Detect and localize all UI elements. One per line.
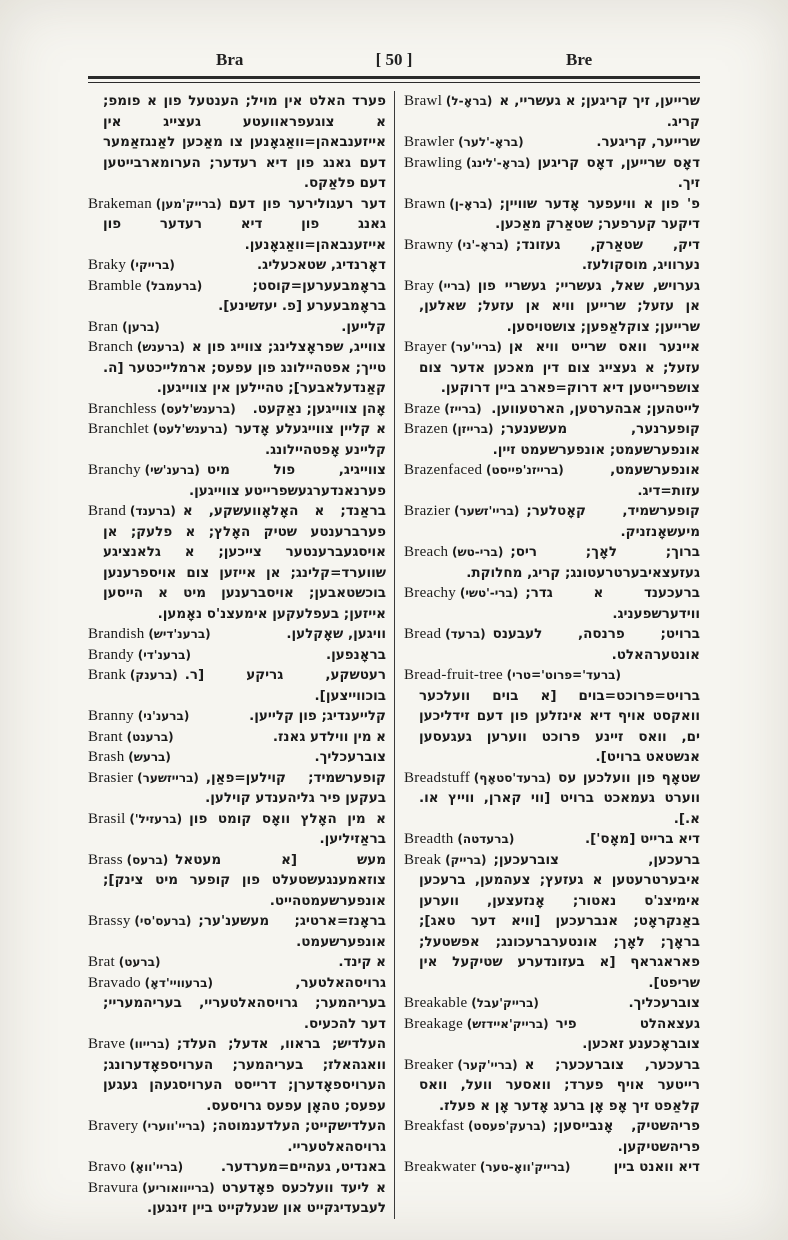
dictionary-entry [404, 665, 700, 768]
entry-headword [88, 727, 181, 748]
entry-headword [404, 850, 494, 871]
entry-pronunciation: (ברייקי) [129, 258, 175, 272]
entry-definition: אָהן צווייגען; נאַקעט. [252, 400, 386, 417]
dictionary-entry [88, 952, 386, 973]
dictionary-entry [404, 583, 700, 624]
entry-headword [404, 276, 478, 297]
dictionary-entry [88, 809, 386, 850]
entry-definition: דער רעגולירער פון דעם גאנג פון דיא רעדער פון אייזענבאהן=וואַגאָנען. [103, 195, 386, 253]
entry-headword-english: Brawling [404, 154, 463, 171]
entry-pronunciation: (ברענט) [126, 729, 174, 744]
entry-headword-english: Brand [88, 503, 127, 519]
entry-headword-english: Bravery [88, 1118, 139, 1134]
entry-headword [404, 993, 546, 1014]
entry-headword [88, 194, 229, 215]
dictionary-entry [404, 235, 700, 276]
entry-headword [404, 583, 525, 604]
entry-headword [88, 460, 207, 481]
dictionary-entry [404, 194, 700, 235]
entry-headword-english: Brave [88, 1036, 126, 1052]
entry-pronunciation: (בראָ-ל) [445, 94, 493, 108]
entry-definition: בראָנפען. [326, 646, 386, 663]
entry-definition: פערד האלט אין מויל; הענטעל פון א פומפ; א צוגעפראוועטע געצייג אין אייזענבאהן=וואַגאָנען צו מאַכען לאַנגזאַמער דעם גאנג פון דיא רעדער; הערומארבייטען דעם פלאַקס. [103, 93, 386, 191]
entry-definition: שרייער, קריגער. [596, 134, 700, 150]
entry-pronunciation: (ברענ'דיש) [148, 627, 211, 641]
entry-headword-english: Breaker [404, 1056, 454, 1073]
entry-pronunciation: (בראָ-ן) [449, 196, 493, 211]
entry-pronunciation: (ברעוויי'דאָ) [144, 975, 213, 990]
entry-headword [404, 235, 516, 256]
text-columns [88, 91, 700, 1219]
entry-headword-english: Breakable [404, 995, 468, 1011]
entry-headword-english: Bran [88, 318, 119, 335]
guide-word-left: Bra [216, 50, 244, 69]
dictionary-entry [404, 1014, 700, 1055]
entry-headword-english: Bread-fruit-tree [404, 667, 503, 683]
entry-pronunciation: (ברייוו) [129, 1037, 170, 1051]
entry-headword [404, 1014, 556, 1035]
entry-pronunciation: (בריי'ער) [450, 340, 502, 354]
entry-headword [88, 850, 175, 871]
header-rule [88, 76, 700, 83]
entry-definition: קופערשמיד, קאָטלער; מיעשאָנזניק. [526, 503, 700, 540]
entry-definition: העלדישקייט; העלדענמוטה; גרויסהאלטעריי. [212, 1118, 386, 1155]
entry-definition: דיא ברייט [מאָס']. [585, 831, 700, 847]
entry-definition: פ' פון א וויעפער אָדער שוויין; דיקער קערפער; שטאַרק מאַכען. [495, 195, 700, 232]
entry-definition: ברויט=פרוכט=בוים [א בוים וועלכער וואקסט אויף דיא אינזלען פון דעם זידליכען ים, וואס זיינע פרוכט ווערען געגעסען אנשטאט ברויט]. [419, 687, 700, 765]
entry-pronunciation: (ברעמבל) [145, 278, 203, 293]
entry-headword [404, 419, 501, 440]
entry-headword [88, 1116, 212, 1137]
entry-headword [404, 1116, 553, 1137]
entry-definition: העלדיש; בראוו, אדעל; העלד; וואגהאלז; בעריהמער; הערויספאָדערונג; הערויספאָדערן; דרייסט הערויסגעהן געגען עפעס; טהאָן עפעס גרויסעס. [103, 1036, 386, 1114]
entry-headword [404, 399, 489, 420]
entry-headword-english: Brazier [404, 503, 451, 519]
entry-pronunciation: (ברייק'וואָ-טער) [479, 1160, 571, 1174]
entry-headword [88, 809, 189, 830]
dictionary-entry [404, 542, 700, 583]
entry-headword [88, 317, 167, 338]
entry-pronunciation: (ברייזן) [452, 422, 494, 436]
entry-headword [88, 747, 178, 768]
entry-definition: שטאָף פון וועלכען עס ווערט געמאכט ברויט [ווי קארן, ווייץ או. א.]. [419, 769, 700, 827]
entry-headword-english: Bravado [88, 974, 141, 991]
entry-definition: איינער וואס שרייט וויא אן עזעל; א געצייג צום דין מאכען אדער צום צושפרייטען דיא דרוק=פארב ביין דרוקען. [419, 339, 700, 396]
entry-headword-english: Bray [404, 277, 435, 294]
entry-pronunciation: (ברעק'פעסט) [467, 1119, 547, 1133]
entry-pronunciation: (ברעש) [128, 750, 171, 764]
dictionary-entry [404, 399, 700, 420]
entry-pronunciation: (ברייזשער) [137, 770, 199, 785]
entry-definition: א קליין צווייגעלע אָדער קליינע אָפטהיילונג. [234, 421, 386, 458]
entry-headword [404, 194, 500, 215]
entry-definition: גערויש, שאל, געשריי; געשריי פון אן עזעל; שרייען וויא אן עזעל; שאלען, שרייען; צוקלאַפען; צושטויסען. [419, 277, 700, 335]
entry-definition: א ליעד וועלכעס פאָדערט לעבעדיגקייט און שנעלקייט ביין זינגען. [147, 1179, 386, 1216]
entry-pronunciation: (ברעזיל') [129, 811, 183, 826]
dictionary-entry [404, 1116, 700, 1157]
entry-pronunciation: (בריי'קער) [457, 1057, 518, 1072]
dictionary-entry [88, 624, 386, 645]
entry-pronunciation: (בריי'וואָ) [129, 1160, 184, 1174]
entry-pronunciation: (ברעד) [445, 627, 486, 641]
entry-headword-english: Brash [88, 749, 125, 765]
entry-pronunciation: (ברענש'לעט) [152, 422, 228, 436]
entry-headword-english: Breakage [404, 1015, 464, 1032]
dictionary-entry [404, 91, 700, 132]
entry-headword [404, 153, 537, 174]
entry-headword [88, 501, 183, 522]
dictionary-entry [88, 91, 386, 194]
entry-definition: א מין ווילדע גאנז. [272, 728, 386, 745]
entry-definition: ברעכענד א גדר; ווידערשפעניג. [525, 585, 700, 622]
entry-headword-english: Breakfast [404, 1118, 465, 1134]
entry-pronunciation: (בריי'זשער) [454, 504, 520, 518]
entry-pronunciation: (ברייוואוריע) [142, 1180, 215, 1195]
dictionary-entry [404, 1055, 700, 1117]
entry-pronunciation: (ברעס'סי) [134, 914, 192, 928]
entry-definition: פריהשטיק, אָנבייסען; פריהשטיקען. [553, 1118, 700, 1155]
entry-pronunciation: (ברי-טש) [452, 545, 504, 559]
dictionary-entry [88, 747, 386, 768]
entry-pronunciation: (בראָ-'לער) [458, 135, 524, 149]
entry-pronunciation: (ברי-'טשי) [459, 586, 519, 600]
entry-definition: צווייגיג, פול מיט פערנאנדערגעשפרייטע צווייגען. [188, 462, 386, 499]
entry-headword-english: Brant [88, 728, 123, 745]
entry-headword [88, 399, 243, 420]
entry-headword [88, 1034, 177, 1055]
dictionary-entry [88, 706, 386, 727]
entry-pronunciation: (ברייק'מען) [155, 196, 222, 211]
entry-definition: קלייענדיג; פון קלייען. [249, 708, 386, 724]
entry-definition: דיק, שטאַרק, געזונד; נערוויג, מוסקולעז. [515, 236, 700, 273]
entry-headword-english: Brat [88, 954, 116, 970]
entry-definition: ברעכער, צוברעכער; א רייטער אויף פערד; וואסער וועל, וואס קלאַפט זיך אָפ אָן ברעג אָדער אָן א פעלז. [419, 1056, 700, 1114]
entry-headword [88, 624, 218, 645]
dictionary-entry [404, 829, 700, 850]
dictionary-entry [404, 419, 700, 460]
dictionary-entry [404, 993, 700, 1014]
dictionary-entry [404, 1157, 700, 1178]
entry-headword-english: Brawn [404, 195, 446, 212]
page-number: [ 50 ] [375, 50, 413, 69]
entry-pronunciation: (ברענק) [129, 668, 178, 682]
entry-pronunciation: (ברייזנ'פייסט) [486, 463, 564, 477]
entry-headword-english: Breach [404, 544, 449, 560]
entry-definition: א קינד. [338, 954, 386, 970]
entry-definition: ברויט; פרנסה, לעבענס אונטערהאלט. [492, 626, 700, 663]
entry-pronunciation: (ברענ'די) [137, 647, 191, 662]
entry-pronunciation: (ברייק'איידזש) [466, 1016, 549, 1031]
dictionary-entry [88, 850, 386, 912]
dictionary-entry [88, 768, 386, 809]
dictionary-entry [88, 727, 386, 748]
entry-definition: בראַנד; א האָלאָוועשקע, א פערברענטע שטיק האָלץ; א פלעק; אן אויסגעברענטער צייכען; א גלאנציגע שווערד=קלינג; אן אייזען צום אויספרענען בוכשטאבען; אויסברענען מיט א הייסען אייזען; בעפלעקען אימעצנ'ס נאָמען. [103, 503, 386, 622]
entry-headword-english: Branny [88, 708, 134, 724]
entry-headword-english: Breakwater [404, 1159, 477, 1175]
entry-headword [404, 1157, 577, 1178]
entry-headword-english: Braky [88, 257, 127, 273]
entry-definition: צוברעכליך. [628, 995, 700, 1011]
entry-headword [88, 337, 192, 358]
entry-definition: דיא וואנט ביין [613, 1159, 700, 1175]
entry-pronunciation: (ברענ'שי) [144, 463, 200, 477]
entry-headword-english: Branchlet [88, 421, 150, 437]
dictionary-entry [88, 1034, 386, 1116]
entry-pronunciation: (ברעדטה) [457, 832, 515, 846]
dictionary-entry [404, 153, 700, 194]
entry-headword-english: Brassy [88, 913, 131, 929]
entry-headword-english: Brasil [88, 810, 126, 827]
entry-definition: קופערשמיד; קוילען=פאַן, בעקען פיר גליהענדע קוילען. [205, 769, 386, 806]
entry-headword-english: Brass [88, 851, 123, 868]
entry-definition: בראָנז=ארטיג; מעשענ'ער; אונפערשעמט. [198, 913, 386, 950]
dictionary-entry [88, 276, 386, 317]
entry-headword [88, 952, 167, 973]
entry-pronunciation: (ברעד'=פרוט'=טרי) [506, 668, 621, 682]
entry-headword [404, 91, 499, 112]
entry-headword-english: Branchless [88, 400, 157, 417]
entry-definition: א מין האָלץ וואָס קומט פון בראַזיליען. [189, 810, 386, 847]
entry-headword-english: Bravo [88, 1159, 127, 1175]
entry-headword-english: Brawny [404, 236, 454, 253]
entry-headword-english: Breadth [404, 831, 454, 847]
entry-headword [404, 501, 526, 522]
dictionary-entry [88, 1178, 386, 1219]
dictionary-entry [88, 194, 386, 256]
dictionary-entry [88, 337, 386, 399]
entry-definition: וויגען, שאָקלען. [286, 626, 386, 642]
entry-headword-english: Brazenfaced [404, 462, 483, 478]
entry-pronunciation: (ברענש) [136, 340, 185, 354]
dictionary-entry [88, 1116, 386, 1157]
entry-pronunciation: (בריי) [438, 278, 471, 293]
entry-pronunciation: (ברען) [122, 319, 160, 334]
entry-headword [404, 624, 493, 645]
entry-headword [404, 542, 510, 563]
dictionary-entry [88, 665, 386, 706]
entry-pronunciation: (ברענד) [129, 504, 176, 518]
entry-headword [88, 419, 235, 440]
dictionary-entry [88, 399, 386, 420]
entry-headword [88, 276, 209, 297]
entry-headword [404, 768, 558, 789]
entry-definition: דאָרנדיג, שטאכעליג. [257, 257, 386, 273]
entry-headword [88, 973, 220, 994]
dictionary-entry [404, 276, 700, 338]
entry-definition: קופערנער, מעשענער; אונפערשעמט; אונפערשעמט זיין. [492, 421, 700, 458]
entry-pronunciation: (ברייז) [444, 401, 482, 416]
entry-headword [88, 665, 185, 686]
entry-headword [88, 768, 206, 789]
entry-headword-english: Breachy [404, 585, 457, 601]
entry-definition: גרויסהאלטער, בעריהמער; גרויסהאלטעריי, בעריהמעריי; דער להכעיס. [103, 974, 386, 1032]
dictionary-entry [88, 501, 386, 624]
right-column [395, 91, 700, 1219]
entry-headword-english: Brakeman [88, 195, 153, 212]
entry-pronunciation: (ברענש'לעס) [160, 401, 236, 416]
entry-headword-english: Bravura [88, 1179, 139, 1196]
entry-headword [404, 132, 531, 153]
entry-definition: שרייען, זיך קריגען; א געשריי, א קריג. [499, 93, 700, 130]
entry-headword [88, 706, 196, 727]
entry-pronunciation: (בראָ-'ני) [457, 237, 509, 252]
entry-headword-english: Bread [404, 626, 442, 642]
entry-headword-english: Bramble [88, 277, 142, 294]
entry-definition: ברוך; לאָך; ריס; געזעצאיבערטרעטונג; קריג, מחלוקת. [466, 544, 700, 581]
entry-pronunciation: (ברעד'סטאָף) [473, 770, 552, 785]
guide-word-right: Bre [566, 50, 593, 69]
entry-headword [88, 911, 198, 932]
entry-definition: רעטשקע, גריקע [ר. בוכווייצען]. [184, 667, 386, 704]
dictionary-entry [404, 850, 700, 994]
entry-definition: באנדיט, געהיים=מערדער. [220, 1159, 386, 1175]
entry-headword-english: Breadstuff [404, 769, 471, 786]
entry-headword-english: Brandish [88, 626, 145, 642]
entry-headword-english: Brayer [404, 339, 447, 355]
entry-pronunciation: (בריי'ווערי) [142, 1119, 206, 1133]
entry-pronunciation: (ברייק) [445, 852, 487, 867]
dictionary-entry [404, 501, 700, 542]
entry-headword [404, 460, 571, 481]
entry-headword [404, 337, 509, 358]
entry-definition: בראָמבעערען=קוסט; בראָמבעערע [פ. יעזשינע]. [218, 277, 386, 314]
entry-headword-english: Brawler [404, 134, 455, 150]
entry-headword-english: Branch [88, 339, 134, 355]
entry-pronunciation: (ברעס) [126, 852, 169, 867]
dictionary-entry [88, 973, 386, 1035]
page-header [88, 50, 700, 76]
entry-headword [404, 665, 628, 686]
dictionary-entry [88, 317, 386, 338]
entry-headword-english: Brawl [404, 93, 443, 109]
entry-definition: ברעכען, צוברעכען; איבערטרעטען א געזעץ; צעהמען, ברעכען אימיצנ'ס נאטור; אָנזעצען, ווערען באַנקראָט; אנברעכען [וויא דער טאג]; בראָך; לאָך; אונטערברעכונג; אפשטעל; פאראגראף [א בעזונדערע שטיקעל אין שריפט]. [419, 851, 700, 991]
entry-headword-english: Break [404, 851, 442, 868]
entry-headword-english: Branchy [88, 462, 141, 478]
entry-definition: לייטהען; אבהערטען, הארטעווען. [491, 400, 700, 417]
entry-headword [404, 829, 521, 850]
entry-pronunciation: (ברענ'ני) [137, 709, 190, 723]
entry-definition: אונפערשעמט, עזות=דיג. [610, 462, 700, 499]
dictionary-entry [88, 645, 386, 666]
dictionary-entry [88, 419, 386, 460]
entry-headword [88, 645, 198, 666]
dictionary-entry [88, 911, 386, 952]
entry-definition: צוברעכליך. [314, 749, 386, 765]
entry-headword-english: Braze [404, 400, 441, 417]
entry-definition: געצאהלט פיר צובראָכענע זאכען. [555, 1015, 700, 1052]
entry-headword [88, 255, 182, 276]
entry-headword [404, 1055, 525, 1076]
entry-definition: מעש [א מעטאל צוזאמענגעשטעלט פון קופער מיט צינק]; אונפערשעמטהייט. [103, 851, 386, 909]
dictionary-entry [404, 624, 700, 665]
dictionary-entry [404, 460, 700, 501]
dictionary-entry [404, 132, 700, 153]
dictionary-entry [88, 460, 386, 501]
dictionary-entry [88, 255, 386, 276]
entry-pronunciation: (ברייק'עבל) [471, 996, 539, 1010]
entry-headword-english: Brank [88, 667, 127, 683]
entry-headword [88, 1178, 222, 1199]
dictionary-entry [404, 768, 700, 830]
dictionary-entry [88, 1157, 386, 1178]
entry-pronunciation: (בראָ-'לינג) [465, 155, 531, 170]
entry-headword [88, 1157, 190, 1178]
entry-definition: קלייען. [341, 318, 386, 335]
entry-headword-english: Brasier [88, 769, 134, 786]
dictionary-entry [404, 337, 700, 399]
entry-headword-english: Brazen [404, 421, 449, 437]
entry-headword-english: Brandy [88, 646, 134, 663]
entry-definition: צווייג, שפראָצלינג; צווייג פון א טייך; אפטהיילונג פון עפעס; ארמלייכטער [ה. קאַנדעלאבער]; טהיילען אין צווייגען. [103, 339, 386, 396]
entry-definition: דאָס שרייען, דאָס קריגען זיך. [537, 154, 700, 191]
entry-pronunciation: (ברעט) [118, 955, 161, 969]
left-column [88, 91, 395, 1219]
